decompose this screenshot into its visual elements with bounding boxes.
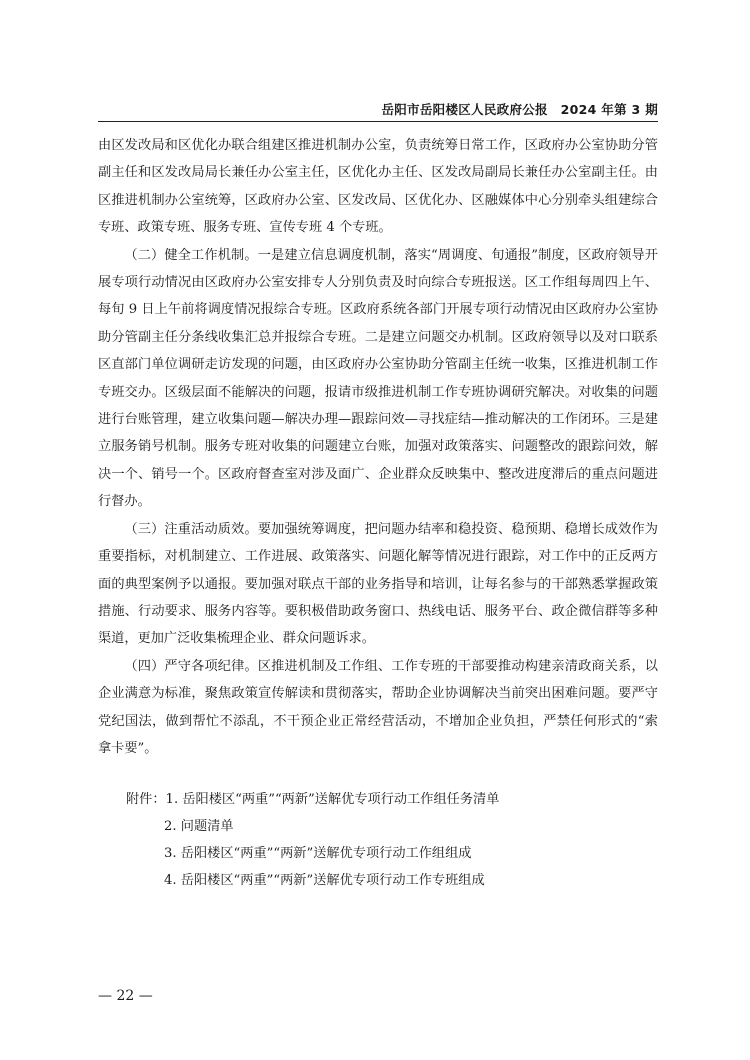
header-divider — [98, 121, 658, 122]
body-paragraph-continued: 由区发改局和区优化办联合组建区推进机制办公室，负责统筹日常工作，区政府办公室协助分管副主任和区发改局局长兼任办公室主任，区优化办主任、区发改局副局长兼任办公室副主任。由区推进机制办公室统筹，区政府办公室、区发改局、区优化办、区融媒体中心分别牵头组建综合专班、政策专班、服务专班、宣传专班 4 个专班。 — [98, 138, 658, 236]
attachment-item-1: 附件：1. 岳阳楼区“两重”“两新”送解优专项行动工作组任务清单 — [126, 792, 500, 807]
attachment-item-4: 4. 岳阳楼区“两重”“两新”送解优专项行动工作专班组成 — [164, 873, 485, 888]
attachment-item-2: 2. 问题清单 — [164, 819, 234, 834]
document-body — [98, 132, 658, 762]
body-paragraph-effectiveness: （三）注重活动质效。要加强统筹调度，把问题办结率和稳投资、稳预期、稳增长成效作为重要指标，对机制建立、工作进展、政策落实、问题化解等情况进行跟踪，对工作中的正反两方面的典型案例予以通报。要加强对联点干部的业务指导和培训，让每名参与的干部熟悉掌握政策措施、行动要求、服务内容等。要积极借助政务窗口、热线电话、服务平台、政企微信群等多种渠道，更加广泛收集梳理企业、群众问题诉求。 — [98, 521, 658, 647]
body-paragraph-discipline: （四）严守各项纪律。区推进机制及工作组、工作专班的干部要推动构建亲清政商关系，以企业满意为标准，聚焦政策宣传解读和贯彻落实，帮助企业协调解决当前突出困难问题。要严守党纪国法，做到帮忙不添乱，不干预企业正常经营活动，不增加企业负担，严禁任何形式的“索拿卡要”。 — [98, 658, 658, 756]
page-number: — 22 — — [98, 988, 153, 1004]
attachments-list — [98, 786, 658, 894]
publication-header: 岳阳市岳阳楼区人民政府公报 2024 年第 3 期 — [381, 102, 658, 117]
body-paragraph-work-mechanism: （二）健全工作机制。一是建立信息调度机制，落实“周调度、旬通报”制度，区政府领导开展专项行动情况由区政府办公室安排专人分别负责及时向综合专班报送。区工作组每周四上午、每旬 9 日上午前将调度情况报综合专班。区政府系统各部门开展专项行动情况由区政府办公室协助分管副主任分条线收集汇总并报综合专班。二是建立问题交办机制。区政府领导以及对口联系区直部门单位调研走访发现的问题，由区政府办公室协助分管副主任统一收集，区推进机制工作专班交办。区级层面不能解决的问题，报请市级推进机制工作专班协调研究解决。对收集的问题进行台账管理，建立收集问题—解决办理—跟踪问效—寻找症结—推动解决的工作闭环。三是建立服务销号机制。服务专班对收集的问题建立台账，加强对政策落实、问题整改的跟踪问效，解决一个、销号一个。区政府督查室对涉及面广、企业群众反映集中、整改进度滞后的重点问题进行督办。 — [98, 247, 658, 510]
attachment-item-3: 3. 岳阳楼区“两重”“两新”送解优专项行动工作组组成 — [164, 846, 472, 861]
